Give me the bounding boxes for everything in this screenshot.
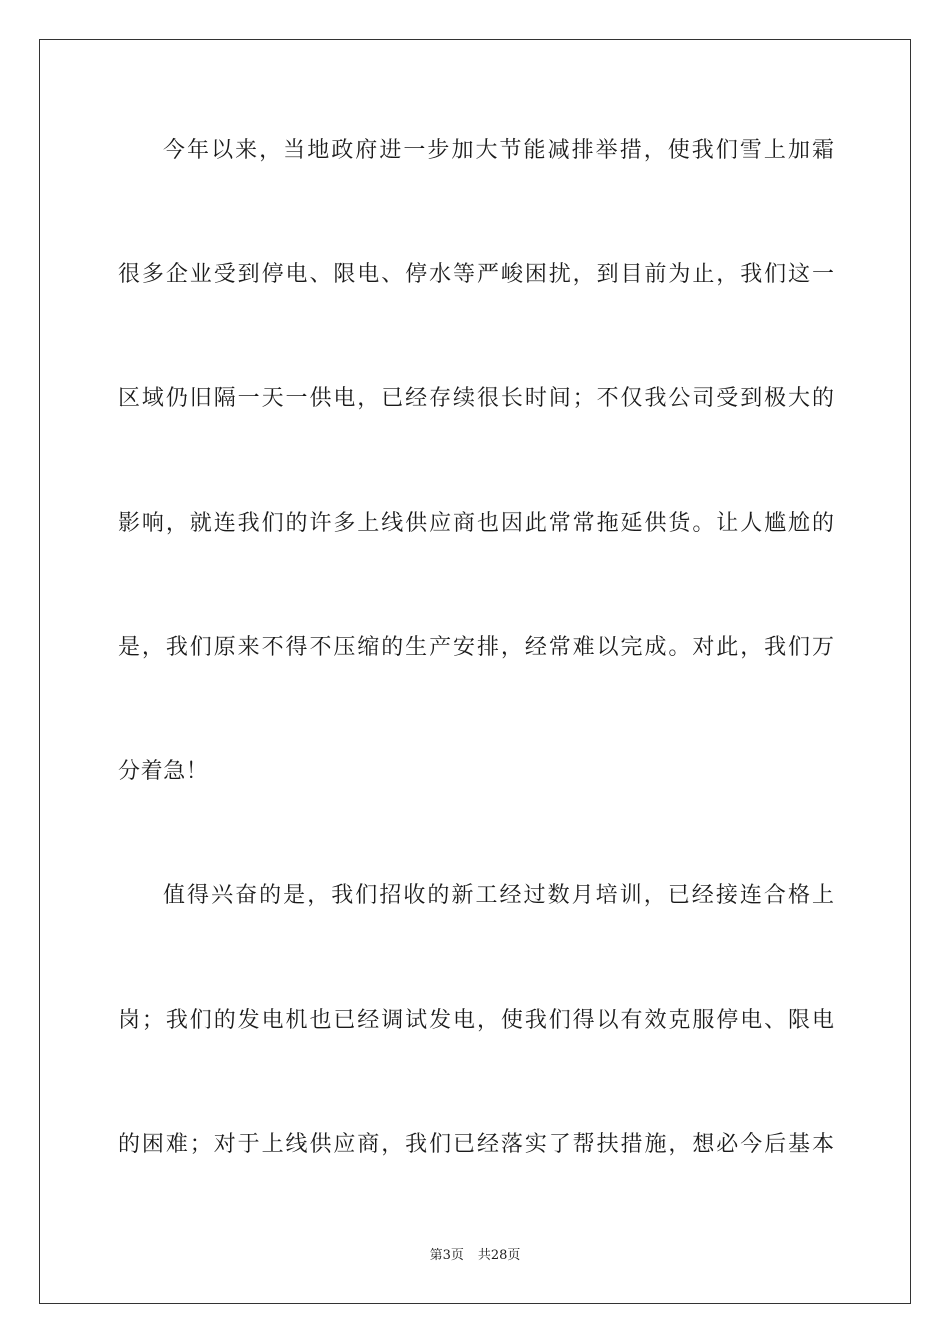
- paragraph-2-line-2: 岗；我们的发电机也已经调试发电，使我们得以有效克服停电、限电: [118, 1008, 834, 1033]
- paragraph-2-line-3: 的困难；对于上线供应商，我们已经落实了帮扶措施，想必今后基本: [118, 1132, 834, 1157]
- page-border: [39, 39, 911, 1304]
- page-total: 共28页: [477, 1248, 521, 1263]
- paragraph-2-line-1: 值得兴奋的是，我们招收的新工经过数月培训，已经接连合格上: [163, 883, 834, 908]
- page-footer: [0, 1247, 950, 1265]
- paragraph-1-line-1: 今年以来，当地政府进一步加大节能减排举措，使我们雪上加霜: [163, 138, 834, 163]
- paragraph-1-line-2: 很多企业受到停电、限电、停水等严峻困扰，到目前为止，我们这一: [118, 262, 834, 287]
- paragraph-1-line-4: 影响，就连我们的许多上线供应商也因此常常拖延供货。让人尴尬的: [118, 511, 834, 536]
- paragraph-1-line-6: 分着急！: [118, 759, 209, 784]
- paragraph-1-line-3: 区域仍旧隔一天一供电，已经存续很长时间；不仅我公司受到极大的: [118, 386, 834, 411]
- paragraph-1-line-5: 是，我们原来不得不压缩的生产安排，经常难以完成。对此，我们万: [118, 635, 834, 660]
- page-number: 第3页: [429, 1248, 464, 1263]
